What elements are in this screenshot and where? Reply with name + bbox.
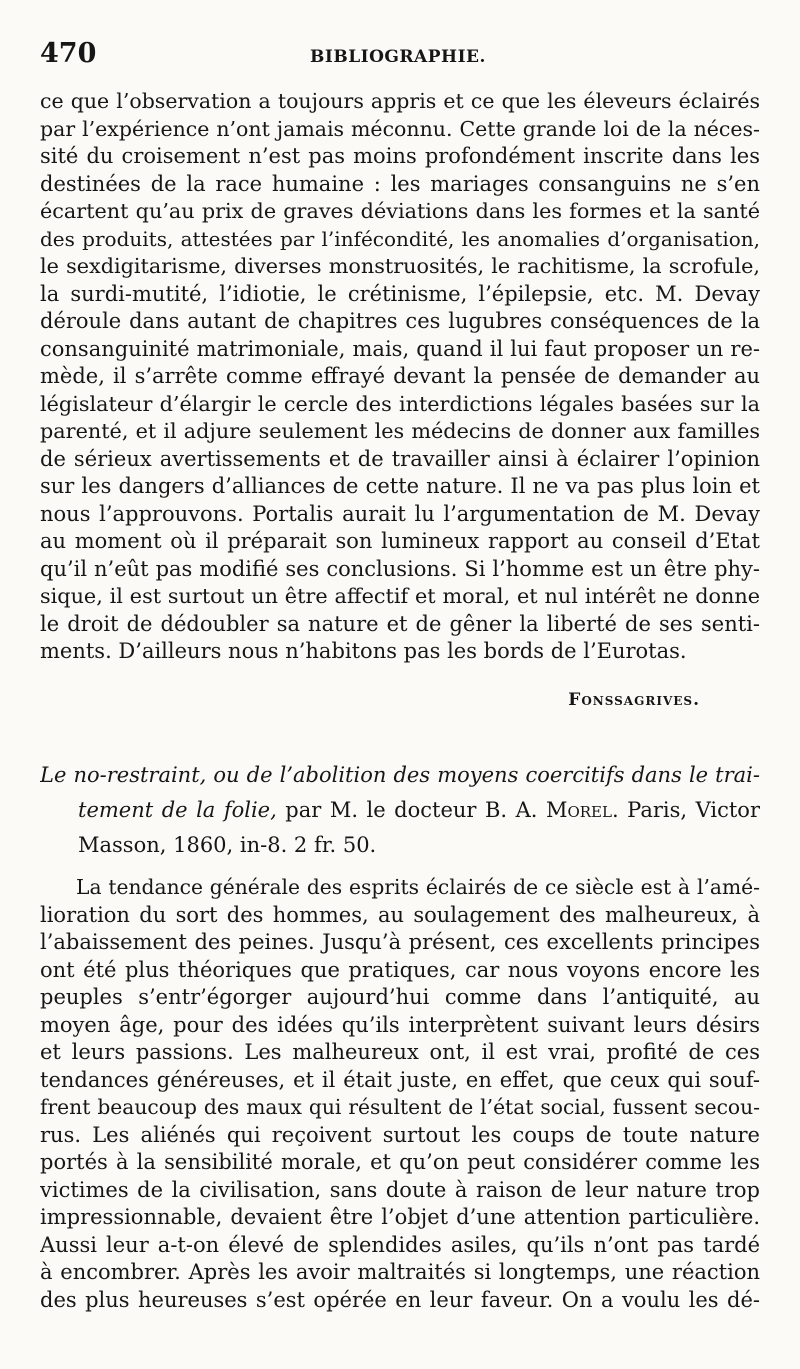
text-line: ments. D’ailleurs nous n’habitons pas les bords de l’Eurotas. xyxy=(40,639,687,663)
text-line: victimes de la civilisation, sans doute à raison de leur nature trop xyxy=(40,1177,760,1202)
book-title: Le no-restraint, ou de l’abolition des moyens coercitifs dans le trai- xyxy=(40,763,760,787)
text-line: par l’expérience n’ont jamais méconnu. Cette grande loi de la néces- xyxy=(40,116,760,141)
text-line: le sexdigitarisme, diverses monstruosités, le rachitisme, la scrofule, xyxy=(40,254,760,278)
reference-publisher-line: Masson, 1860, in-8. 2 fr. 50. xyxy=(78,833,377,857)
text-line: peuples s’entr’égorger aujourd’hui comme dans l’antiquité, au xyxy=(40,985,760,1009)
text-line: à encombrer. Après les avoir maltraités si longtemps, une réaction xyxy=(40,1260,760,1284)
running-title: BIBLIOGRAPHIE. xyxy=(310,47,486,67)
text-line: nous l’approuvons. Portalis aurait lu l’argumentation de M. Devay xyxy=(40,501,760,526)
text-line: déroule dans autant de chapitres ces lugubres conséquences de la xyxy=(40,309,760,333)
reviewer-signature: Fonssagrives. xyxy=(568,690,700,710)
text-line: moyen âge, pour des idées qu’ils interprètent suivant leurs désirs xyxy=(40,1012,760,1037)
text-line: lioration du sort des hommes, au soulagement des malheureux, à xyxy=(40,902,760,927)
text-line: la surdi-mutité, l’idiotie, le crétinisme, l’épilepsie, etc. M. Devay xyxy=(40,281,760,306)
text-line: ont été plus théoriques que pratiques, car nous voyons encore les xyxy=(40,957,760,982)
text-line: écartent qu’au prix de graves déviations dans les formes et la santé xyxy=(40,199,760,223)
text-line: portés à la sensibilité morale, et qu’on peut considérer comme les xyxy=(40,1150,760,1174)
text-line: des plus heureuses s’est opérée en leur faveur. On a voulu les dé- xyxy=(40,1287,760,1312)
text-line: rus. Les aliénés qui reçoivent surtout les coups de toute nature xyxy=(40,1122,760,1147)
text-line: mède, il s’arrête comme effrayé devant la pensée de demander au xyxy=(40,364,760,388)
text-line: de sérieux avertissements et de travailler ainsi à éclairer l’opinion xyxy=(40,446,760,471)
text-line: frent beaucoup des maux qui résultent de l’état social, fussent secou- xyxy=(40,1095,760,1119)
text-line: Aussi leur a-t-on élevé de splendides asiles, qu’ils n’ont pas tardé xyxy=(40,1232,760,1257)
text-line: parenté, et il adjure seulement les médecins de donner aux familles xyxy=(40,419,760,443)
text-line: tendances généreuses, et il était juste, en effet, que ceux qui souf- xyxy=(40,1067,760,1092)
text-line: au moment où il préparait son lumineux rapport au conseil d’Etat xyxy=(40,529,760,553)
bibliographic-reference xyxy=(40,758,760,863)
review-devay-body xyxy=(40,88,760,666)
text-line: impressionnable, devaient être l’objet d’une attention particulière. xyxy=(40,1205,760,1229)
text-line: le droit de dédoubler sa nature et de gêner la liberté de ses senti- xyxy=(40,611,760,636)
text-line: destinées de la race humaine : les mariages consanguins ne s’en xyxy=(40,171,760,196)
text-line: sité du croisement n’est pas moins profondément inscrite dans les xyxy=(40,144,760,168)
text-line: La tendance générale des esprits éclairés de ce siècle est à l’amé- xyxy=(76,875,760,899)
text-line: législateur d’élargir le cercle des interdictions légales basées sur la xyxy=(40,391,760,416)
text-line: des produits, attestées par l’infécondité, les anomalies d’organisation, xyxy=(40,226,760,251)
text-line: qu’il n’eût pas modifié ses conclusions. Si l’homme est un être phy- xyxy=(40,556,760,581)
reference-text: par M. le docteur B. A. xyxy=(276,798,546,822)
text-line: ce que l’observation a toujours appris et ce que les éleveurs éclairés xyxy=(40,89,760,113)
book-title-continued: tement de la folie, xyxy=(78,798,277,822)
reference-author-line xyxy=(40,793,760,828)
page-number: 470 xyxy=(40,38,97,69)
text-line: sur les dangers d’alliances de cette nature. Il ne va pas plus loin et xyxy=(40,474,760,498)
author-name: Morel xyxy=(545,798,612,822)
text-line: l’abaissement des peines. Jusqu’à présent, ces excellents principes xyxy=(40,930,760,954)
text-line: et leurs passions. Les malheureux ont, il est vrai, profité de ces xyxy=(40,1040,760,1064)
text-line: sique, il est surtout un être affectif et moral, et nul intérêt ne donne xyxy=(40,584,760,608)
page-header xyxy=(40,34,760,74)
reference-text: . Paris, Victor xyxy=(611,798,760,822)
reference-title-line xyxy=(40,758,760,793)
text-line: consanguinité matrimoniale, mais, quand il lui faut proposer un re- xyxy=(40,336,760,361)
review-morel-body xyxy=(40,874,760,1314)
